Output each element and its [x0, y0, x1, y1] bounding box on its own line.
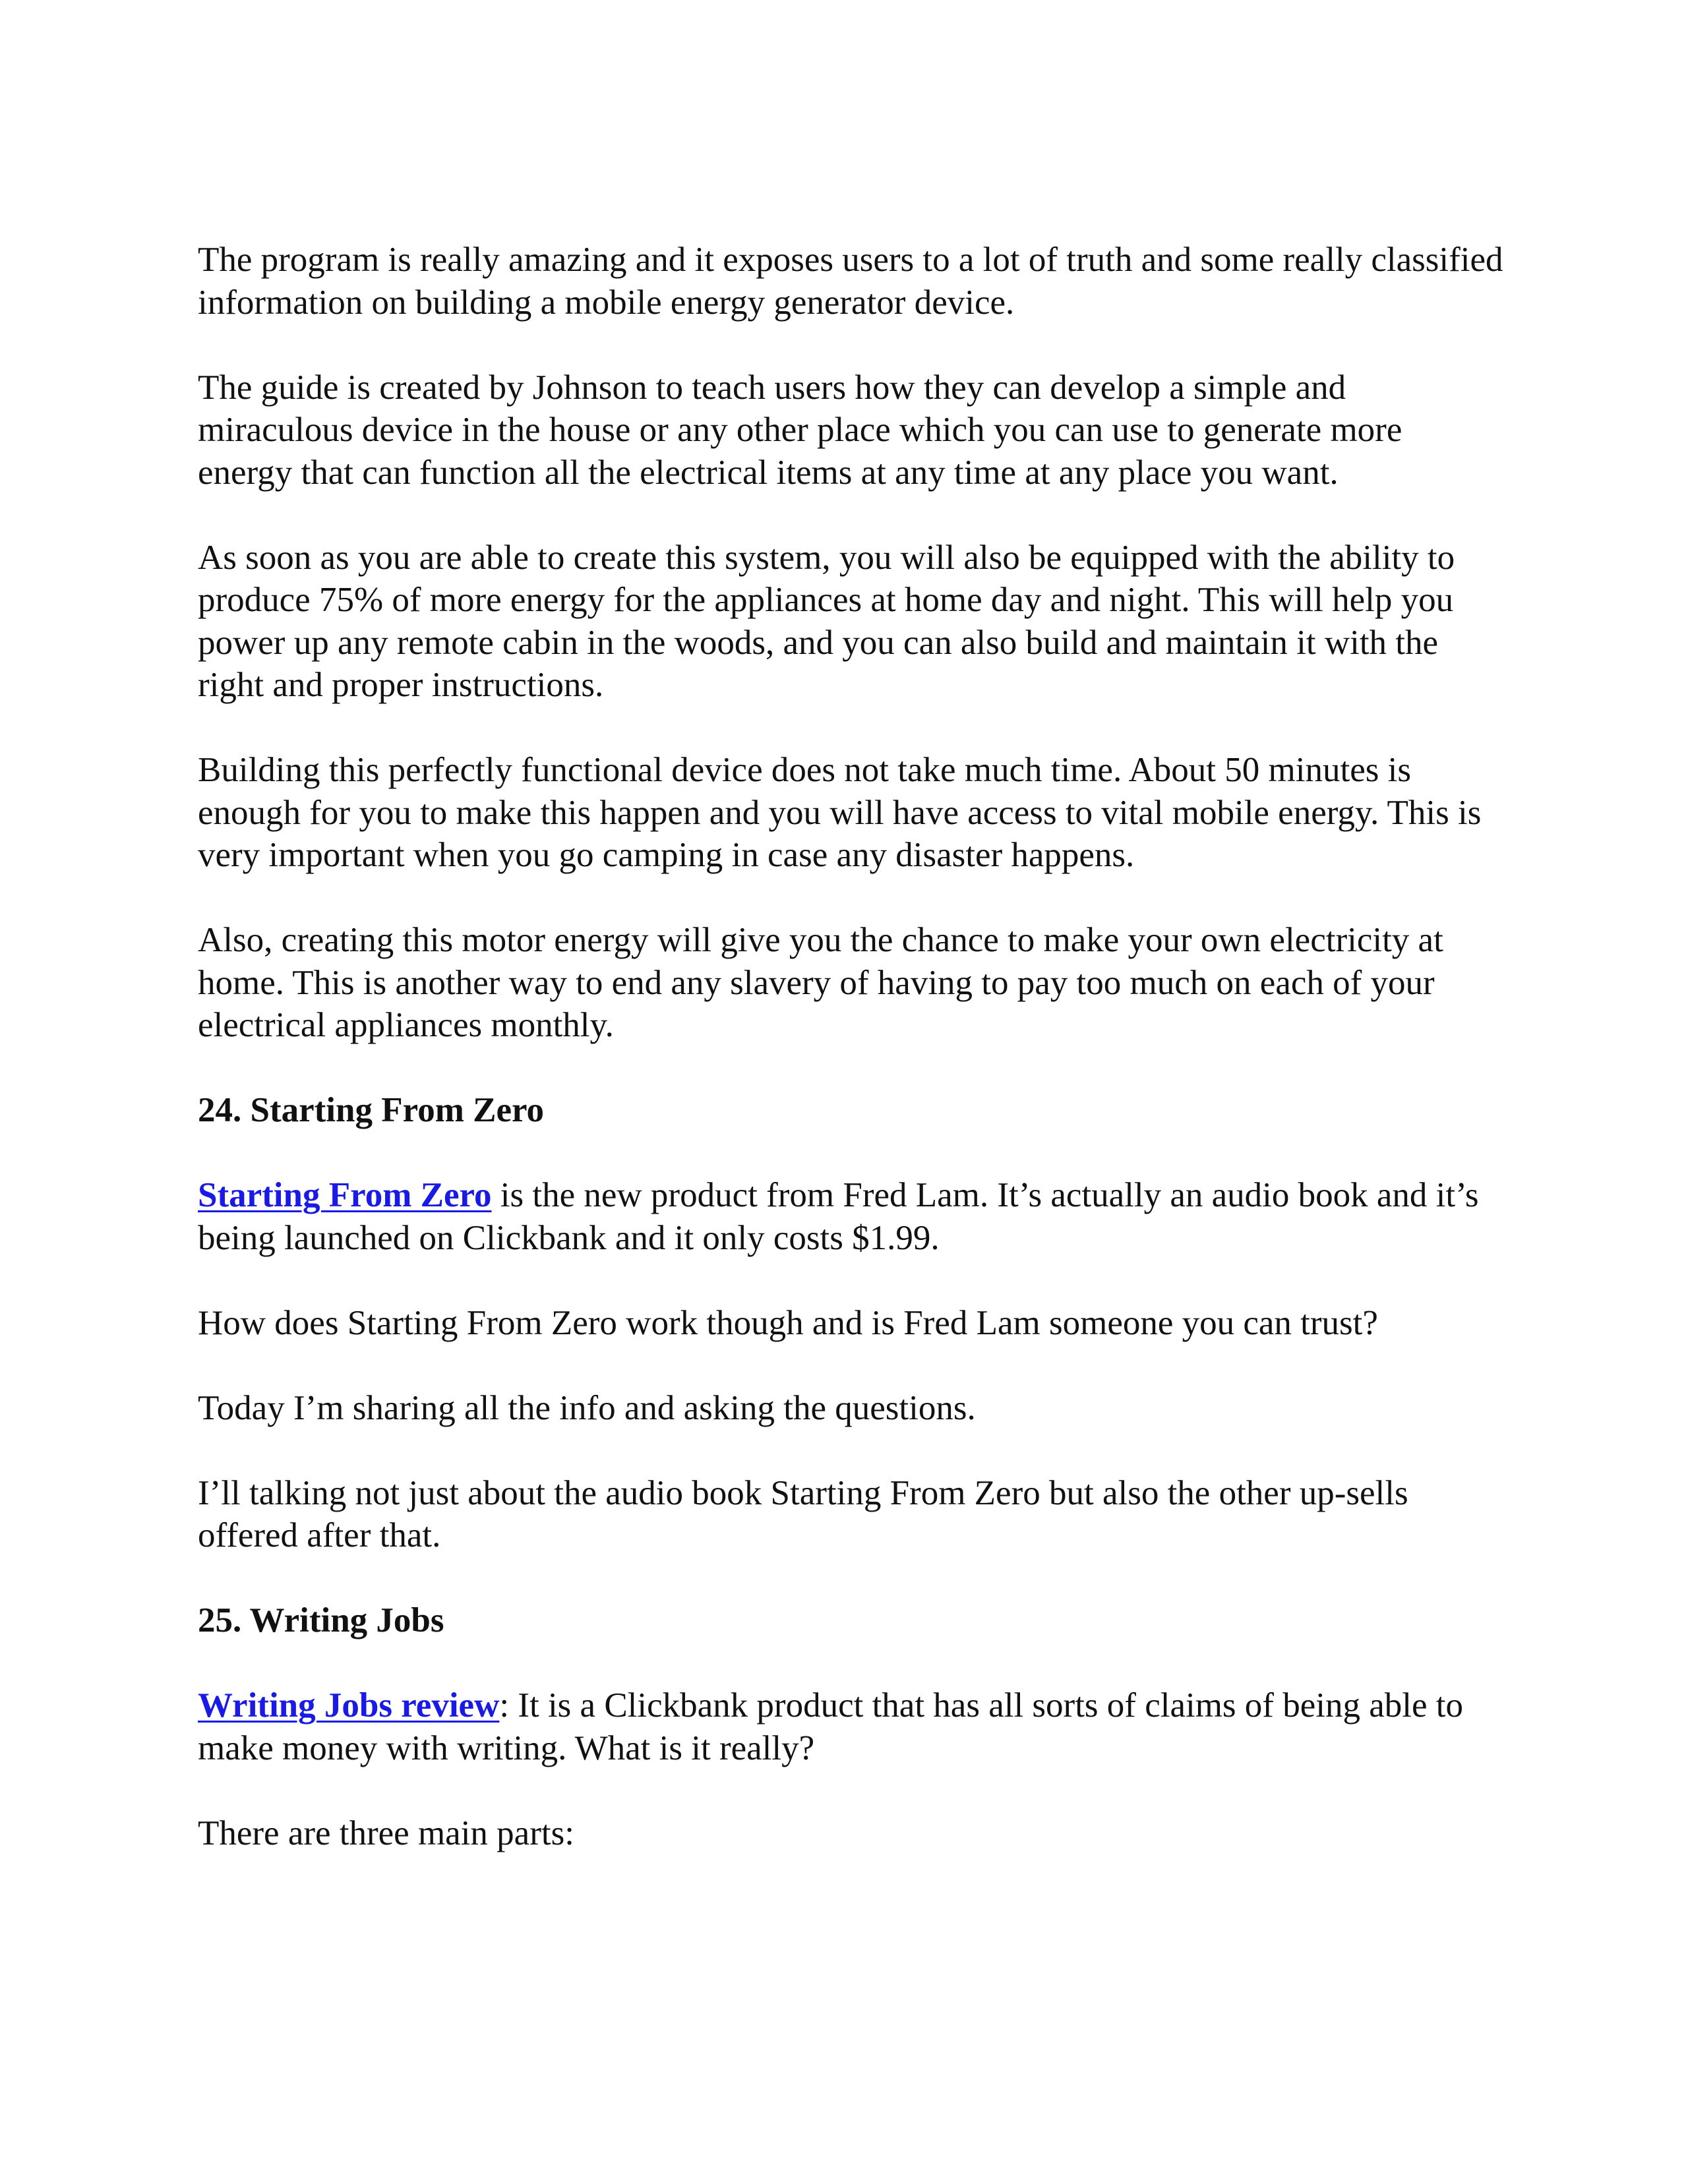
paragraph-program-intro: The program is really amazing and it exposes users to a lot of truth and some really classified information on building a mobile energy generator device. [198, 241, 1503, 322]
paragraph-starting-from-zero [198, 1174, 1503, 1259]
paragraph-sharing-info: Today I’m sharing all the info and asking the questions. [198, 1388, 976, 1427]
paragraph-three-parts: There are three main parts: [198, 1814, 574, 1852]
starting-from-zero-link[interactable]: Starting From Zero [198, 1176, 492, 1214]
paragraph-trust-question: How does Starting From Zero work though and is Fred Lam someone you can trust? [198, 1303, 1378, 1342]
section-heading-starting-from-zero: 24. Starting From Zero [198, 1091, 545, 1129]
paragraph-guide-creator: The guide is created by Johnson to teach users how they can develop a simple and miraculous device in the house or any other place which you can use to generate more energy that can function all the electrical items at any time at any place you want. [198, 368, 1402, 492]
paragraph-writing-jobs-text: : It is a Clickbank product that has all sorts of claims of being able to make money with writing. What is it really? [198, 1686, 1463, 1767]
paragraph-writing-jobs [198, 1684, 1503, 1769]
paragraph-motor-energy: Also, creating this motor energy will give you the chance to make your own electricity at home. This is another way to end any slavery of having to pay too much on each of your electrical appliances monthly. [198, 921, 1443, 1044]
document-page [198, 239, 1503, 1897]
section-heading-writing-jobs: 25. Writing Jobs [198, 1601, 444, 1639]
writing-jobs-review-link[interactable]: Writing Jobs review [198, 1686, 500, 1725]
paragraph-system-ability: As soon as you are able to create this system, you will also be equipped with the ability to produce 75% of more energy for the appliances at home day and night. This will help you power up any remote cabin in the woods, and you can also build and maintain it with the right and proper instructions. [198, 538, 1455, 704]
paragraph-upsells: I’ll talking not just about the audio book Starting From Zero but also the other up-sells offered after that. [198, 1473, 1408, 1554]
paragraph-build-time: Building this perfectly functional device does not take much time. About 50 minutes is enough for you to make this happen and you will have access to vital mobile energy. This is very important when you go camping in case any disaster happens. [198, 751, 1482, 874]
paragraph-starting-from-zero-text: is the new product from Fred Lam. It’s actually an audio book and it’s being launched on Clickbank and it only costs $1.99. [198, 1176, 1479, 1257]
